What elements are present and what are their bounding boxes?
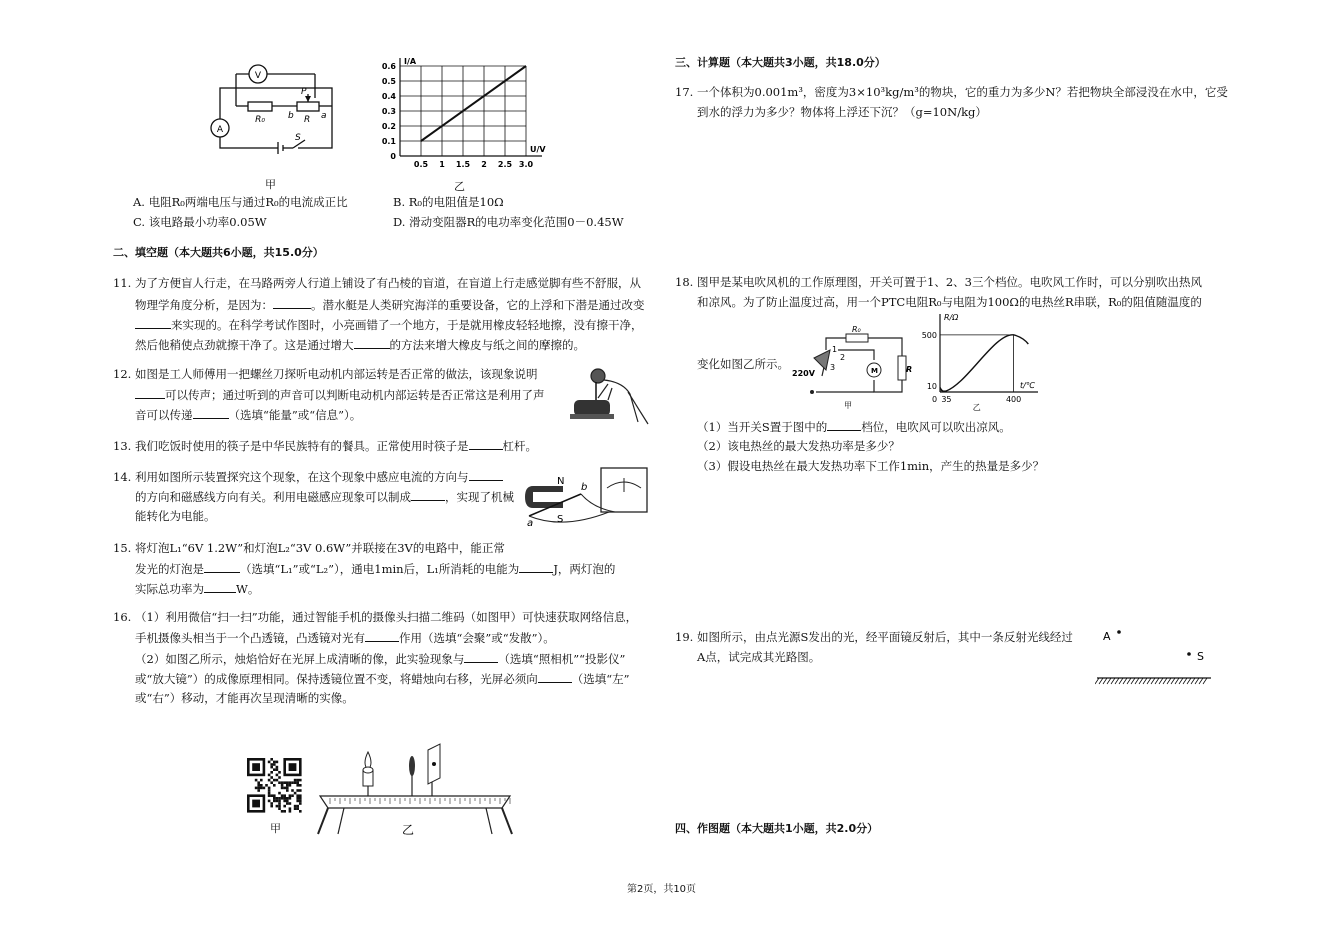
circuit-diagram-jia bbox=[200, 60, 350, 180]
label-R: R bbox=[304, 115, 311, 125]
q18-sub1a: （1）当开关S置于图中的 bbox=[697, 420, 828, 434]
answer-blank[interactable] bbox=[411, 486, 445, 501]
question-18 bbox=[675, 272, 1202, 293]
chart-caption: 乙 bbox=[972, 403, 981, 412]
q14-line2a: 的方向和磁感线方向有关。利用电磁感应现象可以制成 bbox=[135, 490, 411, 504]
x-tick-label: 1.5 bbox=[455, 160, 471, 169]
x-axis-label: U/V bbox=[530, 145, 546, 154]
y-axis-label: I/A bbox=[404, 57, 417, 66]
x-tick-label: 2.5 bbox=[497, 160, 513, 169]
q16-line5: 或“右”）移动，才能再次呈现清晰的实像。 bbox=[135, 691, 354, 705]
q14-line2 bbox=[135, 486, 514, 508]
q16-line4a: 或“放大镜”）的成像原理相同。保持透镜位置不变，将蜡烛向右移，光屏必须向 bbox=[135, 672, 538, 686]
q16-line3a: （2）如图乙所示，烛焰恰好在光屏上成清晰的像，此实验现象与 bbox=[135, 652, 465, 666]
q15-line3a: 实际总功率为 bbox=[135, 582, 204, 596]
answer-blank[interactable] bbox=[354, 334, 390, 349]
answer-blank[interactable] bbox=[204, 578, 236, 593]
q12-line3a: 音可以传递 bbox=[135, 408, 193, 422]
q16-line1: （1）利用微信“扫一扫”功能，通过智能手机的摄像头扫描二维码（如图甲）可快速获取网络信息， bbox=[135, 610, 638, 624]
q11-line2 bbox=[135, 294, 645, 316]
optical-bench-figure bbox=[312, 742, 522, 838]
q18-sub1 bbox=[697, 416, 1011, 438]
q18-line1: 图甲是某电吹风机的工作原理图，开关可置于1、2、3三个档位。电吹风工作时，可以分别吹出热风 bbox=[697, 275, 1202, 289]
label-N: N bbox=[557, 476, 565, 487]
q13-num: 13. bbox=[113, 439, 132, 453]
qr-code-image bbox=[247, 758, 305, 814]
answer-blank[interactable] bbox=[365, 627, 399, 642]
q15-line2a: 发光的灯泡是 bbox=[135, 562, 204, 576]
q11-line4 bbox=[135, 334, 585, 356]
label-R0: R₀ bbox=[255, 115, 265, 125]
caption-jia: 甲 bbox=[265, 178, 276, 191]
qr-caption-jia: 甲 bbox=[270, 822, 281, 835]
y-tick-label: 500 bbox=[922, 330, 937, 340]
q16-line2a: 手机摄像头相当于一个凸透镜，凸透镜对光有 bbox=[135, 631, 365, 645]
q16-line4b: （选填“左” bbox=[571, 672, 630, 686]
answer-blank[interactable] bbox=[135, 314, 171, 329]
y-tick-label: 0.3 bbox=[381, 107, 396, 116]
label-jia: 甲 bbox=[844, 401, 852, 410]
point-label-A: A bbox=[1103, 630, 1111, 643]
answer-blank[interactable] bbox=[519, 558, 553, 573]
label-b: b bbox=[288, 111, 294, 121]
y-tick-label: 0.2 bbox=[381, 122, 396, 131]
answer-blank[interactable] bbox=[538, 668, 572, 683]
q12-line2-text: 可以传声；通过听到的声音可以判断电动机内部运转是否正常这是利用了声 bbox=[165, 388, 545, 402]
q15-line1: 将灯泡L₁“6V 1.2W”和灯泡L₂“3V 0.6W”并联接在3V的电路中，能正常 bbox=[135, 541, 505, 555]
q12-num: 12. bbox=[113, 367, 132, 381]
q12-line3b: （选填“能量”或“信息”）。 bbox=[228, 408, 362, 422]
question-12 bbox=[113, 364, 538, 385]
label-V: V bbox=[254, 71, 262, 81]
section-title-4: 四、作图题（本大题共1小题，共2.0分） bbox=[675, 822, 879, 835]
mirror-figure bbox=[1095, 626, 1213, 688]
label-2: 2 bbox=[840, 353, 846, 362]
question-11 bbox=[113, 273, 641, 294]
y-tick-label: 0.6 bbox=[381, 62, 396, 71]
y-tick-label: 0.5 bbox=[381, 77, 396, 86]
x-tick-label: 0.5 bbox=[413, 160, 429, 169]
answer-blank[interactable] bbox=[273, 294, 311, 309]
q15-line2c: J，两灯泡的 bbox=[553, 562, 616, 576]
q15-num: 15. bbox=[113, 541, 132, 555]
q16-line4 bbox=[135, 668, 630, 690]
y-tick-label: 10 bbox=[926, 381, 937, 391]
option-a: A. 电阻R₀两端电压与通过R₀的电流成正比 bbox=[133, 195, 348, 209]
question-13 bbox=[113, 435, 537, 457]
q11-num: 11. bbox=[113, 276, 132, 290]
answer-blank[interactable] bbox=[135, 384, 165, 399]
label-3: 3 bbox=[830, 363, 836, 372]
label-a: a bbox=[527, 518, 534, 529]
q16-line3b: （选填“照相机”“投影仪” bbox=[498, 652, 626, 666]
question-14 bbox=[113, 466, 503, 488]
label-R0: R₀ bbox=[852, 325, 861, 334]
label-S-magnet: S bbox=[557, 514, 564, 525]
q11-line4b: 的方法来增大橡皮与纸之间的摩擦的。 bbox=[389, 338, 585, 352]
label-P: P bbox=[301, 87, 307, 97]
q19-num: 19. bbox=[675, 630, 694, 644]
q11-line1: 为了方便盲人行走，在马路两旁人行道上铺设了有凸棱的盲道，在盲道上行走感觉脚有些不舒服，从 bbox=[135, 276, 641, 290]
data-curve bbox=[940, 335, 1028, 392]
label-R: R bbox=[906, 365, 913, 374]
y-tick-label: 0.4 bbox=[381, 92, 396, 101]
q12-line2 bbox=[135, 384, 545, 406]
question-19 bbox=[675, 627, 1073, 648]
q18-sub3: （3）假设电热丝在最大发热功率下工作1min，产生的热量是多少？ bbox=[697, 459, 1045, 473]
q11-line4a: 然后他稍使点劲就擦干净了。这是通过增大 bbox=[135, 338, 354, 352]
q17-line2: 到水的浮力为多少？物体将上浮还下沉？（g=10N/kg） bbox=[697, 105, 987, 119]
y-axis-label: R/Ω bbox=[944, 313, 959, 322]
q16-line2 bbox=[135, 627, 555, 649]
question-17 bbox=[675, 82, 1228, 103]
point-A bbox=[1117, 630, 1121, 634]
q13-line1a: 我们吃饭时使用的筷子是中华民族特有的餐具。正常使用时筷子是 bbox=[135, 439, 469, 453]
q16-line2b: 作用（选填“会聚”或“发散”）。 bbox=[399, 631, 555, 645]
label-220V: 220V bbox=[792, 369, 815, 378]
q16-line3 bbox=[135, 648, 625, 670]
q19-line2: A点，试完成其光路图。 bbox=[697, 650, 821, 664]
label-a: a bbox=[321, 111, 327, 121]
x-tick-label: 1 bbox=[439, 160, 445, 169]
q14-line2b: ，实现了机械 bbox=[445, 490, 514, 504]
q15-line3 bbox=[135, 578, 259, 600]
q15-line2 bbox=[135, 558, 615, 580]
answer-blank[interactable] bbox=[204, 558, 240, 573]
label-1: 1 bbox=[832, 345, 838, 354]
option-d: D. 滑动变阻器R的电功率变化范围0－0.45W bbox=[393, 215, 624, 229]
q13-line1b: 杠杆。 bbox=[502, 439, 537, 453]
q18-num: 18. bbox=[675, 275, 694, 289]
question-16 bbox=[113, 607, 637, 628]
x-tick-label: 3.0 bbox=[518, 160, 534, 169]
data-line bbox=[421, 66, 526, 141]
answer-blank[interactable] bbox=[193, 404, 229, 419]
hairdryer-circuit-jia bbox=[786, 320, 914, 410]
answer-blank[interactable] bbox=[827, 416, 861, 431]
x-tick-label: 2 bbox=[481, 160, 487, 169]
option-b: B. R₀的电阻值是10Ω bbox=[393, 195, 504, 209]
q14-line1: 利用如图所示装置探究这个现象，在这个现象中感应电流的方向与 bbox=[135, 470, 469, 484]
section-title-2: 二、填空题（本大题共6小题，共15.0分） bbox=[113, 246, 324, 259]
r0-temperature-chart bbox=[922, 308, 1042, 412]
q14-line3: 能转化为电能。 bbox=[135, 509, 216, 523]
q15-line2b: （选填“L₁”或“L₂”），通电1min后，L₁所消耗的电能为 bbox=[240, 562, 520, 576]
q17-num: 17. bbox=[675, 85, 694, 99]
q14-num: 14. bbox=[113, 470, 132, 484]
q11-line3 bbox=[135, 314, 643, 336]
y-tick-label: 0 bbox=[390, 152, 396, 161]
label-b: b bbox=[581, 482, 588, 493]
q16-num: 16. bbox=[113, 610, 132, 624]
label-S: S bbox=[295, 133, 301, 143]
x-tick-label: 400 bbox=[1005, 395, 1022, 404]
answer-blank[interactable] bbox=[469, 466, 503, 481]
worker-motor-figure bbox=[568, 364, 658, 426]
x-tick-label: 0 bbox=[932, 395, 938, 404]
iu-chart bbox=[372, 56, 552, 176]
q18-line2: 和凉风。为了防止温度过高，用一个PTC电阻R₀与电阻为100Ω的电热丝R串联，R₀的阻值随温度的 bbox=[697, 295, 1202, 309]
q12-line3 bbox=[135, 404, 361, 426]
q19-line1: 如图所示，由点光源S发出的光，经平面镜反射后，其中一条反射光线经过 bbox=[697, 630, 1073, 644]
option-c: C. 该电路最小功率0.05W bbox=[133, 215, 267, 229]
q11-line2b: 。潜水艇是人类研究海洋的重要设备，它的上浮和下潜是通过改变 bbox=[311, 298, 645, 312]
label-A: A bbox=[216, 125, 224, 135]
x-axis-label: t/℃ bbox=[1020, 381, 1035, 390]
q18-sub2: （2）该电热丝的最大发热功率是多少？ bbox=[697, 439, 900, 453]
bench-caption-yi: 乙 bbox=[402, 823, 415, 837]
electromagnetic-induction-figure bbox=[523, 464, 658, 530]
q11-line2a: 物理学角度分析，是因为： bbox=[135, 298, 273, 312]
answer-blank[interactable] bbox=[464, 648, 498, 663]
point-label-S: S bbox=[1197, 650, 1204, 663]
q18-sub1b: 档位，电吹风可以吹出凉风。 bbox=[861, 420, 1011, 434]
caption-yi: 乙 bbox=[454, 180, 465, 193]
q18-line3: 变化如图乙所示。 bbox=[697, 357, 789, 371]
x-tick-label: 35 bbox=[941, 395, 952, 404]
question-15 bbox=[113, 538, 505, 559]
section-title-3: 三、计算题（本大题共3小题，共18.0分） bbox=[675, 56, 886, 69]
label-M: M bbox=[871, 367, 878, 375]
q12-line1: 如图是工人师傅用一把螺丝刀探听电动机内部运转是否正常的做法，该现象说明 bbox=[135, 367, 538, 381]
answer-blank[interactable] bbox=[469, 435, 503, 450]
page-number: 第2页，共10页 bbox=[626, 884, 697, 895]
q15-line3b: W。 bbox=[236, 582, 260, 596]
y-tick-label: 0.1 bbox=[381, 137, 396, 146]
point-S bbox=[1187, 652, 1191, 656]
q11-line3-text: 来实现的。在科学考试作图时，小亮画错了一个地方，于是就用橡皮轻轻地擦，没有擦干净， bbox=[171, 318, 643, 332]
q17-line1: 一个体积为0.001m³，密度为3×10³kg/m³的物块，它的重力为多少N？若把物块全部浸没在水中，它受 bbox=[697, 85, 1228, 99]
